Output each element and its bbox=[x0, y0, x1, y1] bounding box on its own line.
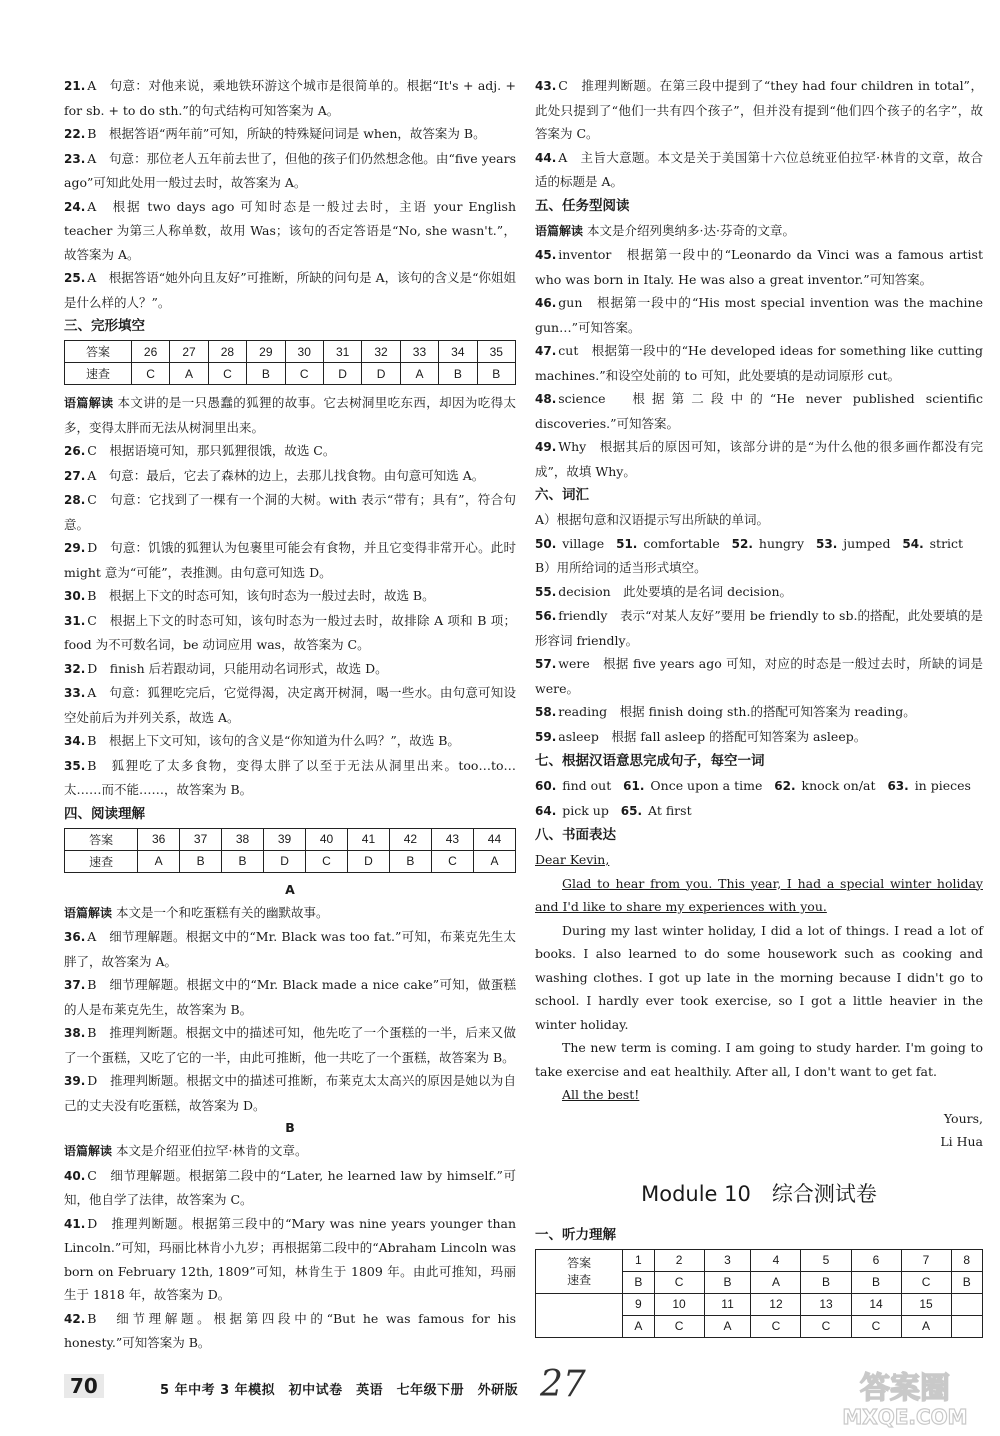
table-cell: 36 bbox=[138, 828, 180, 850]
table-cell: 32 bbox=[362, 341, 400, 363]
answer-39: 39. D 推理判断题。根据文中的描述可推断，布莱克太太高兴的原因是她以为自己的丈夫没有吃蛋糕，故答案为 D。 bbox=[64, 1073, 516, 1113]
passage-guide-b: 语篇解读 本文是介绍亚伯拉罕·林肯的文章。 bbox=[64, 1143, 308, 1158]
page-number: 70 bbox=[64, 1374, 104, 1398]
answer-24: 24. A 根据 two days ago 可知时态是一般过去时，主语 your English teacher 为第三人称单数，故用 Was；该句的否定答语是“No, she wasn't.”，故答案为 A。 bbox=[64, 198, 516, 262]
answer-26: 26. C 根据语境可知，那只狐狸很饿，故选 C。 bbox=[64, 443, 336, 458]
section-5-title: 五、任务型阅读 bbox=[535, 197, 630, 214]
table-cell: B bbox=[801, 1271, 851, 1293]
table-cell: B bbox=[623, 1271, 654, 1293]
table-cell: C bbox=[901, 1271, 951, 1293]
letter-paragraph-1: Glad to hear from you. This year, I had a special winter holiday and I'd like to share my experiences with you. bbox=[535, 875, 983, 914]
answer-57: 57. were 根据 five years ago 可知，对应的时态是一般过去时，所缺的词是 were。 bbox=[535, 656, 983, 696]
table-cell: 4 bbox=[751, 1249, 801, 1271]
table-cell: B bbox=[247, 363, 285, 385]
table-cell: 29 bbox=[247, 341, 285, 363]
answer-47: 47. cut 根据第一段中的“He developed ideas for something like cutting machines.”和设空处前的 to 可知，此处要填的是动词原形 cut。 bbox=[535, 343, 983, 383]
table-cell: A bbox=[623, 1315, 654, 1337]
answer-30: 30. B 根据上下文的时态可知，该句时态为一般过去时，故选 B。 bbox=[64, 588, 435, 603]
section-6-title: 六、词汇 bbox=[535, 487, 589, 503]
table-cell: D bbox=[362, 363, 400, 385]
table-cell: 28 bbox=[208, 341, 246, 363]
page-footer bbox=[64, 1374, 519, 1404]
part-b-label: B bbox=[285, 1120, 295, 1135]
answer-23: 23. A 句意：那位老人五年前去世了，但他的孩子们仍然想念他。由“five years ago”可知此处用一般过去时，故答案为 A。 bbox=[64, 150, 516, 190]
letter-signature: Li Hua bbox=[940, 1134, 983, 1149]
table-cell: C bbox=[306, 850, 348, 872]
table-cell: 34 bbox=[439, 341, 477, 363]
answer-21: 21. A 句意：对他来说，乘地铁环游这个城市是很简单的。根据“It's + adj. + for sb. + to do sth.”的句式结构可知答案为 A。 bbox=[64, 78, 516, 118]
table-cell: A bbox=[138, 850, 180, 872]
table-cell: B bbox=[389, 850, 431, 872]
answer-31: 31. C 根据上下文的时态可知，该句时态为一般过去时，故排除 A 项和 B 项；food 为不可数名词，be 动词应用 was，故答案为 C。 bbox=[64, 612, 516, 652]
table-cell: 44 bbox=[473, 828, 515, 850]
answer-49: 49. Why 根据其后的原因可知，该部分讲的是“为什么他的很多画作都没有完成”，故填 Why。 bbox=[535, 439, 983, 479]
passage-guide-task: 语篇解读 本文是介绍列奥纳多·达·芬奇的文章。 bbox=[535, 222, 795, 238]
answer-45: 45. inventor 根据第一段中的“Leonardo da Vinci was a famous artist who was born in Italy. He was also a great inventor.”可知答案。 bbox=[535, 247, 983, 287]
answer-46: 46. gun 根据第一段中的“His most special invention was the machine gun…”可知答案。 bbox=[535, 295, 983, 335]
table-cell: 31 bbox=[323, 341, 361, 363]
table-cell: C bbox=[801, 1315, 851, 1337]
table-cell: 8 bbox=[951, 1249, 982, 1271]
letter-greeting: Dear Kevin, bbox=[535, 852, 610, 867]
table-cell: 2 bbox=[654, 1249, 704, 1271]
table-cell: C bbox=[431, 850, 473, 872]
answer-48: 48. science 根据第二段中的“He never published scientific discoveries.”可知答案。 bbox=[535, 391, 983, 431]
table-cell: A bbox=[901, 1315, 951, 1337]
left-column bbox=[64, 74, 516, 1355]
passage-guide-a: 语篇解读 本文是一个和吃蛋糕有关的幽默故事。 bbox=[64, 904, 329, 920]
table-cell: 27 bbox=[170, 341, 208, 363]
table-cell: 35 bbox=[477, 341, 515, 363]
table-cell: 37 bbox=[180, 828, 222, 850]
table-cell: B bbox=[180, 850, 222, 872]
table-cell: A bbox=[704, 1315, 751, 1337]
part-a-label: A bbox=[285, 881, 295, 897]
answer-33: 33. A 句意：狐狸吃完后，它觉得渴，决定离开树洞，喝一些水。由句意可知设空处前后为并列关系，故选 A。 bbox=[64, 685, 516, 725]
table-cell: 26 bbox=[131, 341, 169, 363]
table-cell: 33 bbox=[400, 341, 438, 363]
table-cell: 39 bbox=[264, 828, 306, 850]
table-cell: 43 bbox=[431, 828, 473, 850]
vocab-part-a-instruction: A）根据句意和汉语提示写出所缺的单词。 bbox=[535, 512, 770, 527]
module-title: Module 10 综合测试卷 bbox=[641, 1181, 877, 1206]
table-cell: 30 bbox=[285, 341, 323, 363]
table-cell: 38 bbox=[222, 828, 264, 850]
answer-44: 44. A 主旨大意题。本文是关于美国第十六位总统亚伯拉罕·林肯的文章，故合适的标题是 A。 bbox=[535, 149, 983, 189]
table-cell: 1 bbox=[623, 1249, 654, 1271]
answer-34: 34. B 根据上下文可知，该句的含义是“你知道为什么吗？”，故选 B。 bbox=[64, 733, 460, 748]
table-cell: 6 bbox=[851, 1249, 901, 1271]
table-cell: 7 bbox=[901, 1249, 951, 1271]
answer-59: 59. asleep 根据 fall asleep 的搭配可知答案为 asleep。 bbox=[535, 728, 867, 744]
table-cell: A bbox=[170, 363, 208, 385]
table-cell: B bbox=[951, 1271, 982, 1293]
answer-25: 25. A 根据答语“她外向且友好”可推断，所缺的问句是 A，该句的含义是“你姐姐是什么样的人？”。 bbox=[64, 270, 516, 310]
table-cell: C bbox=[751, 1315, 801, 1337]
table-cell bbox=[951, 1315, 982, 1337]
letter-paragraph-2: During my last winter holiday, I did a lot of things. I read a lot of books. I also learned to do some housework such as cooking and washing clothes. I got up late in the morning because I didn't go to school. I hardly ever took exercise, so I got a little heavier in the winter holiday. bbox=[535, 922, 983, 1032]
table-cell: B bbox=[704, 1271, 751, 1293]
answer-41: 41. D 推理判断题。根据第三段中的“Mary was nine years younger than Lincoln.”可知，玛丽比林肯小九岁；再根据第二段中的“Abraham Lincoln was born on February 12th, 1809”可知，林肯生于 1809 年。由此可推知，玛丽生于 1818 年，故答案为 D。 bbox=[64, 1215, 516, 1302]
table-cell: 14 bbox=[851, 1293, 901, 1315]
letter-paragraph-4: All the best! bbox=[562, 1087, 640, 1102]
table-cell: 41 bbox=[347, 828, 389, 850]
section-3-title: 三、完形填空 bbox=[64, 318, 145, 334]
table-cell: C bbox=[208, 363, 246, 385]
table-cell: 3 bbox=[704, 1249, 751, 1271]
listening-answer-table bbox=[535, 1249, 983, 1338]
section-7-title: 七、根据汉语意思完成句子，每空一词 bbox=[535, 753, 765, 769]
answer-42: 42. B 细节理解题。根据第四段中的“But he was famous for his honesty.”可知答案为 B。 bbox=[64, 1310, 516, 1350]
answer-40: 40. C 细节理解题。根据第二段中的“Later, he learned law by himself.”可知，他自学了法律，故答案为 C。 bbox=[64, 1167, 516, 1207]
table-cell: 42 bbox=[389, 828, 431, 850]
answer-58: 58. reading 根据 finish doing sth.的搭配可知答案为 reading。 bbox=[535, 704, 916, 719]
answer-32: 32. D finish 后若跟动词，只能用动名词形式，故选 D。 bbox=[64, 660, 388, 676]
letter-closing: Yours, bbox=[943, 1110, 983, 1126]
cloze-answer-table bbox=[64, 340, 516, 385]
table-cell: 15 bbox=[901, 1293, 951, 1315]
table-head-label: 答案 bbox=[65, 341, 132, 363]
table-cell: 12 bbox=[751, 1293, 801, 1315]
table-cell: B bbox=[851, 1271, 901, 1293]
handwritten-number: 27 bbox=[540, 1364, 586, 1405]
publication-title: 5 年中考 3 年模拟 初中试卷 英语 七年级下册 外研版 bbox=[160, 1383, 519, 1398]
sentence-answers-64-65: 64. pick up 65. At first bbox=[535, 802, 692, 818]
answer-35: 35. B 狐狸吃了太多食物，变得太胖了以至于无法从洞里出来。too…to… 太……而不能……，故答案为 B。 bbox=[64, 757, 516, 797]
answer-22: 22. B 根据答语“两年前”可知，所缺的特殊疑问词是 when，故答案为 B。 bbox=[64, 126, 486, 141]
right-column bbox=[535, 74, 983, 1344]
answer-55: 55. decision 此处要填的是名词 decision。 bbox=[535, 583, 793, 599]
vocab-part-b-instruction: B）用所给词的适当形式填空。 bbox=[535, 560, 707, 575]
table-cell bbox=[951, 1293, 982, 1315]
sentence-answers-60-63: 60. find out 61. Once upon a time 62. knock on/at 63. in pieces bbox=[535, 778, 971, 793]
letter-paragraph-3: The new term is coming. I am going to study harder. I'm going to take exercise and eat healthily. After all, I don't want to get fat. bbox=[535, 1040, 983, 1079]
watermark-url: MXQE.COM bbox=[842, 1405, 968, 1429]
table-cell: C bbox=[851, 1315, 901, 1337]
table-cell: C bbox=[654, 1315, 704, 1337]
table-cell: B bbox=[477, 363, 515, 385]
section-4-title: 四、阅读理解 bbox=[64, 805, 145, 822]
table-cell: 9 bbox=[623, 1293, 654, 1315]
table-cell: 5 bbox=[801, 1249, 851, 1271]
table-cell: 10 bbox=[654, 1293, 704, 1315]
table-cell: 13 bbox=[801, 1293, 851, 1315]
table-head-label: 答案 bbox=[65, 828, 138, 850]
answer-43: 43. C 推理判断题。在第三段中提到了“they had four children in total”，此处只提到了“他们一共有四个孩子”，但并没有提到“他们四个孩子的名字”，故答案为 C。 bbox=[535, 78, 983, 141]
table-cell: A bbox=[473, 850, 515, 872]
section-8-title: 八、书面表达 bbox=[535, 827, 616, 843]
table-sub-label: 速查 bbox=[65, 363, 132, 385]
table-sub-label: 速查 bbox=[65, 850, 138, 872]
answer-27: 27. A 句意：最后，它去了森林的边上，去那儿找食物。由句意可知选 A。 bbox=[64, 467, 485, 483]
answer-36: 36. A 细节理解题。根据文中的“Mr. Black was too fat.”可知，布莱克先生太胖了，故答案为 A。 bbox=[64, 929, 516, 969]
table-cell: B bbox=[222, 850, 264, 872]
table-cell: D bbox=[264, 850, 306, 872]
table-cell: D bbox=[323, 363, 361, 385]
section-1-title: 一、听力理解 bbox=[535, 1226, 616, 1243]
answer-29: 29. D 句意：饥饿的狐狸认为包裹里可能会有食物，并且它变得非常开心。此时 might 意为“可能”，表推测。由句意可知选 D。 bbox=[64, 540, 516, 580]
table-cell: B bbox=[439, 363, 477, 385]
passage-guide-cloze: 语篇解读 本文讲的是一只愚蠢的狐狸的故事。它去树洞里吃东西，却因为吃得太多，变得太胖而无法从树洞里出来。 bbox=[64, 395, 516, 435]
table-blank-label bbox=[536, 1293, 623, 1337]
table-cell: C bbox=[654, 1271, 704, 1293]
answer-56: 56. friendly 表示“对某人友好”要用 be friendly to sb.的搭配，此处要填的是形容词 friendly。 bbox=[535, 608, 983, 648]
table-cell: A bbox=[751, 1271, 801, 1293]
watermark-logo bbox=[820, 1360, 990, 1430]
table-cell: C bbox=[285, 363, 323, 385]
answer-28: 28. C 句意：它找到了一棵有一个洞的大树。with 表示“带有；具有”，符合句意。 bbox=[64, 492, 516, 532]
answer-37: 37. B 细节理解题。根据文中的“Mr. Black made a nice cake”可知，做蛋糕的人是布莱克先生，故答案为 B。 bbox=[64, 977, 516, 1017]
table-cell: 40 bbox=[306, 828, 348, 850]
table-head-label: 答案 速查 bbox=[536, 1249, 623, 1293]
reading-answer-table bbox=[64, 828, 516, 873]
table-cell: C bbox=[131, 363, 169, 385]
answer-38: 38. B 推理判断题。根据文中的描述可知，他先吃了一个蛋糕的一半，后来又做了一个蛋糕，又吃了它的一半，由此可推断，他一共吃了一个蛋糕，故答案为 B。 bbox=[64, 1025, 516, 1065]
vocab-answers-50-54: 50. village 51. comfortable 52. hungry 53. jumped 54. strict bbox=[535, 535, 964, 551]
table-cell: 11 bbox=[704, 1293, 751, 1315]
table-cell: D bbox=[347, 850, 389, 872]
table-cell: A bbox=[400, 363, 438, 385]
watermark-text: 答案圈 bbox=[860, 1371, 950, 1406]
